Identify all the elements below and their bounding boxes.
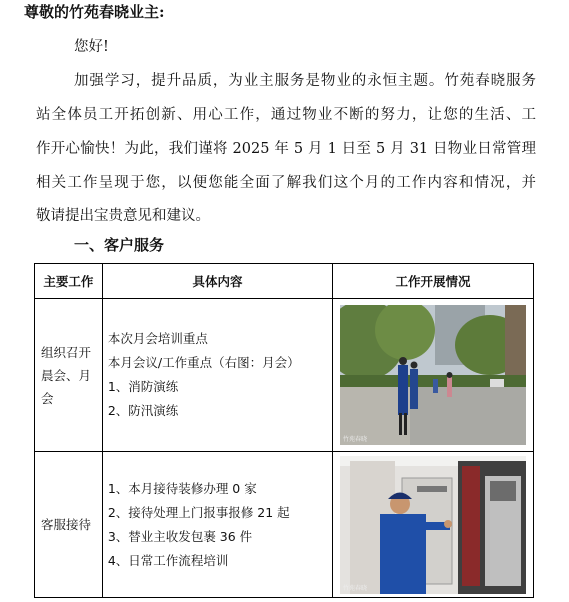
content-line: 1、本月接待装修办理 0 家: [107, 480, 257, 496]
salutation: 尊敬的竹苑春晓业主:: [24, 3, 165, 21]
header-details: 具体内容: [102, 264, 332, 299]
table-row: [35, 452, 534, 598]
intro-line-4: 相关工作呈现于您，以便您能全面了解我们这个月的工作内容和情况，并: [36, 175, 536, 191]
task-cell: [35, 299, 103, 452]
reception-photo: [340, 456, 526, 594]
header-main-work: 主要工作: [35, 264, 103, 299]
content-line: 本次月会培训重点: [107, 331, 208, 346]
content-line: 2、接待处理上门报事报修 21 起: [107, 504, 290, 520]
task-label: 组织召开晨会、月会: [41, 344, 92, 406]
intro-line-1: 加强学习，提升品质，为业主服务是物业的永恒主题。竹苑春晓服务: [74, 73, 536, 89]
section-title: 一、客户服务: [74, 236, 165, 254]
header-progress: 工作开展情况: [333, 264, 534, 299]
content-line: 4、日常工作流程培训: [107, 552, 229, 568]
intro-line-5: 敬请提出宝贵意见和建议。: [36, 208, 210, 224]
content-line: 2、防汛演练: [107, 403, 179, 418]
task-cell: [35, 452, 103, 598]
reception-photo-image: [340, 456, 526, 594]
content-line: 本月会议/工作重点（右图：月会）: [107, 355, 300, 370]
content-line: 3、替业主收发包裹 36 件: [107, 528, 253, 544]
greeting: 您好!: [74, 39, 109, 55]
content-cell: [102, 299, 332, 452]
intro-line-3: 作开心愉快！为此，我们谨将 2025 年 5 月 1 日至 5 月 31 日物业日常管理: [36, 141, 536, 157]
photo-cell: [333, 299, 534, 452]
task-label: 客服接待: [41, 517, 92, 532]
photo-cell: [333, 452, 534, 598]
work-table: [34, 263, 534, 598]
meeting-photo: [340, 305, 526, 445]
intro-line-2: 站全体员工开拓创新、用心工作，通过物业不断的努力，让您的生活、工: [36, 107, 536, 123]
table-header-row: [35, 264, 534, 299]
photo-watermark: 竹苑春晓: [343, 436, 368, 443]
meeting-photo-image: [340, 305, 526, 445]
content-cell: [102, 452, 332, 598]
photo-watermark: 竹苑春晓: [343, 584, 368, 592]
content-line: 1、消防演练: [107, 379, 179, 394]
table-row: [35, 299, 534, 452]
